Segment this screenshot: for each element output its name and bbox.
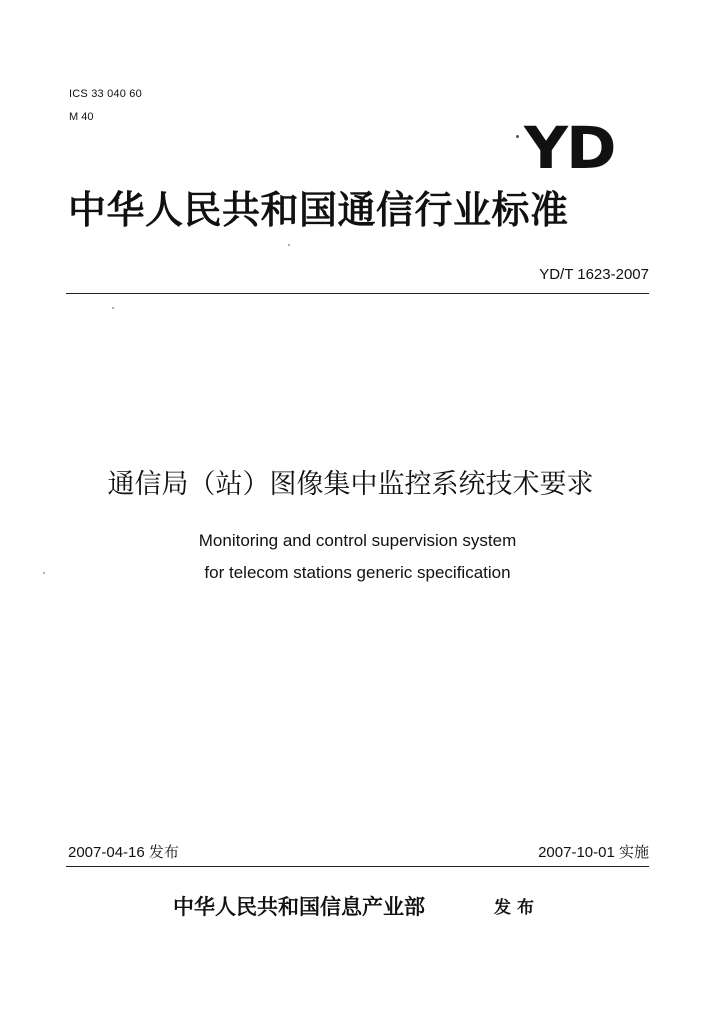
issue-date: 2007-04-16 发布	[68, 844, 179, 861]
document-title-en-line2: for telecom stations generic specification	[204, 563, 511, 582]
industry-standard-title: 中华人民共和国通信行业标准	[68, 188, 569, 232]
yd-logo: YD	[524, 114, 615, 182]
publisher-name: 中华人民共和国信息产业部	[173, 894, 425, 919]
ics-code: ICS 33 040 60	[69, 88, 142, 100]
document-title-cn: 通信局（站）图像集中监控系统技术要求	[107, 469, 594, 500]
effective-date: 2007-10-01 实施	[538, 844, 649, 861]
footer-divider	[66, 866, 649, 867]
standard-number: YD/T 1623-2007	[539, 266, 649, 283]
header-divider	[66, 293, 649, 294]
publish-label: 发布	[494, 898, 540, 918]
logo-mark-dot	[516, 135, 519, 138]
scan-speck	[288, 244, 290, 246]
scan-speck	[112, 307, 114, 309]
classification-code: M 40	[69, 111, 94, 123]
document-title-en-line1: Monitoring and control supervision system	[198, 531, 517, 550]
